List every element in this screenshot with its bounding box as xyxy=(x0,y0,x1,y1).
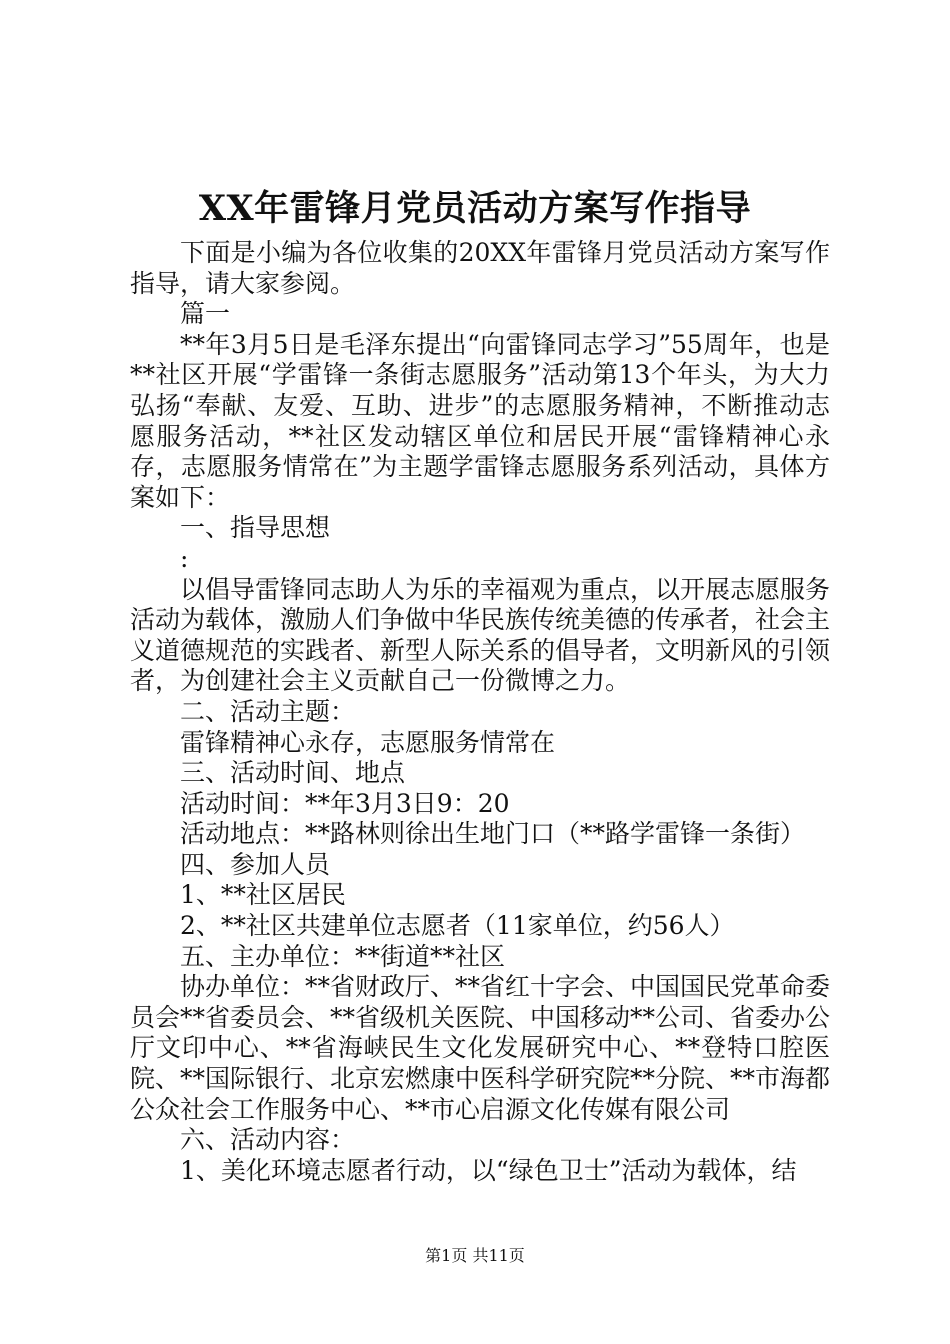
intro-paragraph: 下面是小编为各位收集的20XX年雷锋月党员活动方案写作指导，请大家参阅。 xyxy=(130,238,830,298)
heading-activity-content: 六、活动内容： xyxy=(180,1125,356,1155)
heading-participants: 四、参加人员 xyxy=(180,849,331,879)
page-footer: 第1页 共11页 xyxy=(425,1246,525,1265)
heading-guiding-ideology: 一、指导思想 xyxy=(180,513,331,543)
guiding-ideology-paragraph: 以倡导雷锋同志助人为乐的幸福观为重点，以开展志愿服务活动为载体，激励人们争做中华民族传统美德的传承者，社会主义道德规范的实践者、新型人际关系的倡导者，文明新风的引领者，为创建社会主义贡献自己一份微博之力。 xyxy=(130,574,831,696)
activity-theme-text: 雷锋精神心永存，志愿服务情常在 xyxy=(180,727,556,757)
background-paragraph: **年3月5日是毛泽东提出“向雷锋同志学习”55周年，也是**社区开展“学雷锋一条街志愿服务”活动第13个年头，为大力弘扬“奉献、友爱、互助、进步”的志愿服务精神，不断推动志愿服务活动，**社区发动辖区单位和居民开展“雷锋精神心永存，志愿服务情常在”为主题学雷锋志愿服务系列活动，具体方案如下： xyxy=(130,329,830,512)
participant-item-1: 1、**社区居民 xyxy=(180,880,346,910)
activity-location: 活动地点：**路林则徐出生地门口（**路学雷锋一条街） xyxy=(180,819,806,849)
activity-content-item-1: 1、美化环境志愿者行动，以“绿色卫士”活动为载体，结 xyxy=(180,1155,797,1185)
document-title: XX年雷锋月党员活动方案写作指导 xyxy=(198,188,752,229)
heading-time-place: 三、活动时间、地点 xyxy=(180,758,406,788)
section-label-part-one: 篇一 xyxy=(180,299,231,329)
document-body xyxy=(130,238,830,1186)
participant-item-2: 2、**社区共建单位志愿者（11家单位，约56人） xyxy=(180,911,735,941)
colon-line: : xyxy=(180,543,189,573)
heading-activity-theme: 二、活动主题： xyxy=(180,696,356,726)
activity-time: 活动时间：**年3月3日9：20 xyxy=(180,788,510,818)
host-organization: 五、主办单位：**街道**社区 xyxy=(180,941,506,971)
co-organizers-paragraph: 协办单位：**省财政厅、**省红十字会、中国国民党革命委员会**省委员会、**省级机关医院、中国移动**公司、省委办公厅文印中心、**省海峡民生文化发展研究中心、**登特口腔医院、**国际银行、北京宏燃康中医科学研究院**分院、**市海都公众社会工作服务中心、**市心启源文化传媒有限公司 xyxy=(130,972,831,1124)
